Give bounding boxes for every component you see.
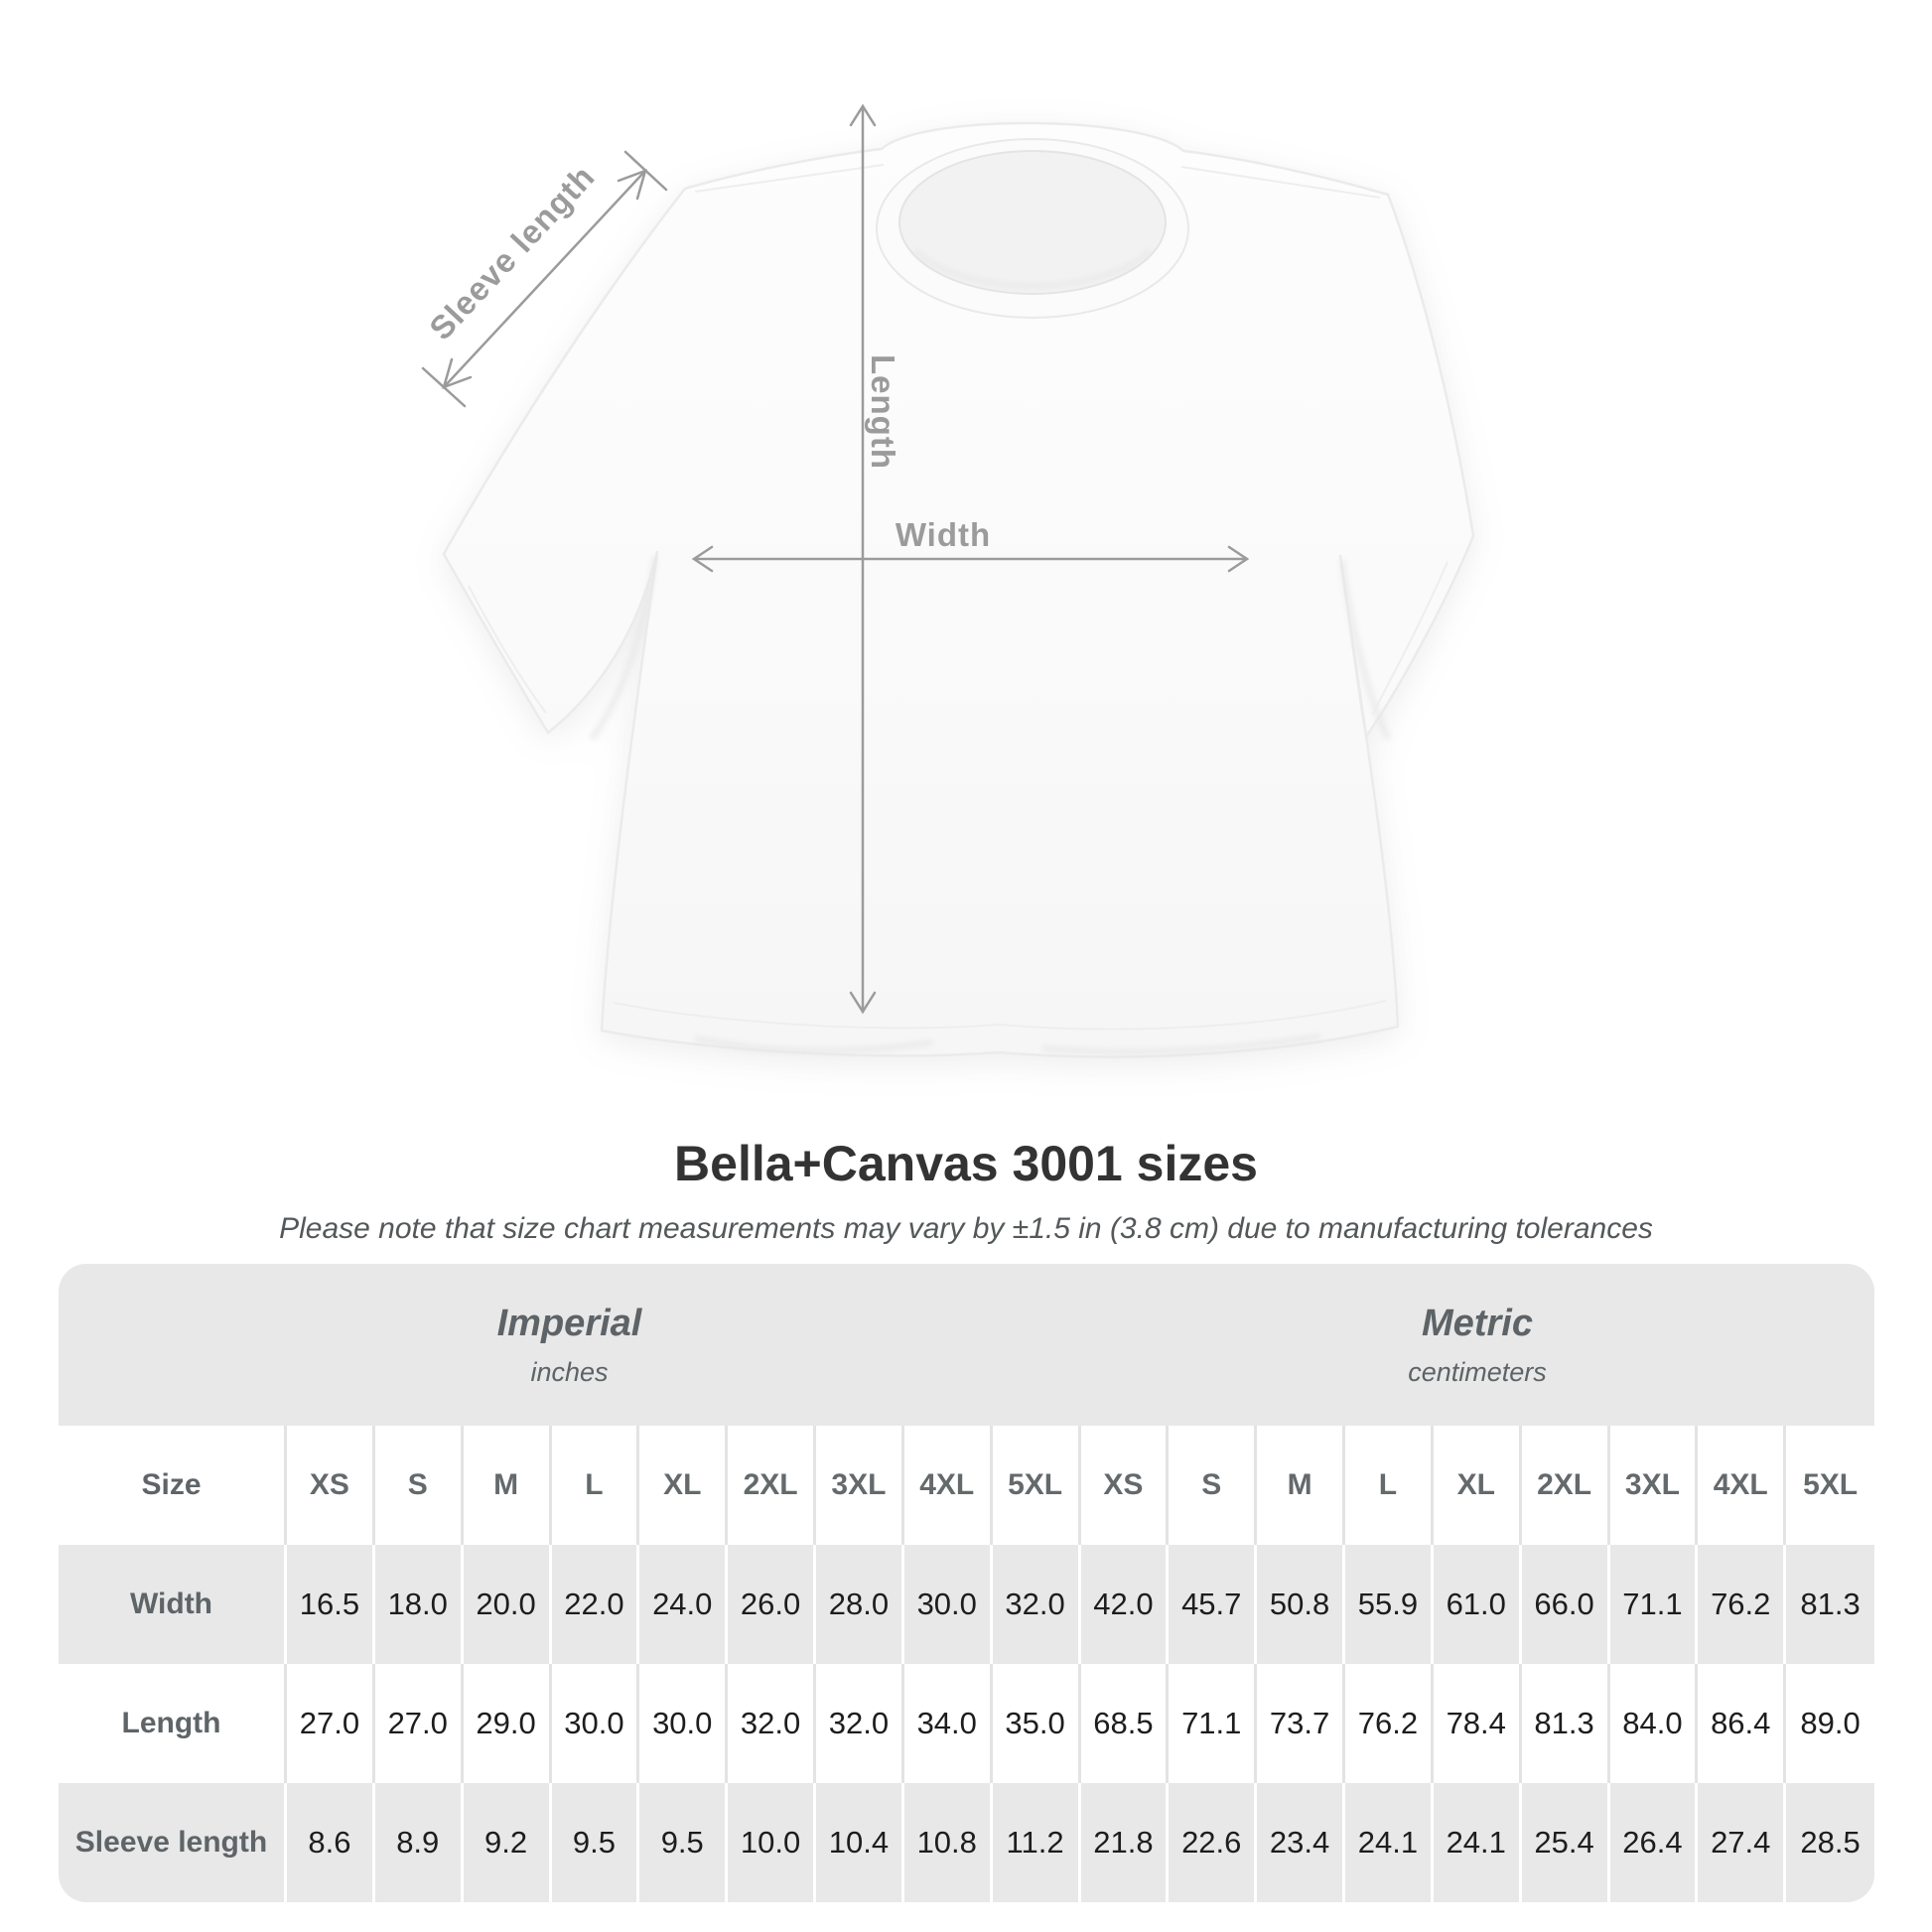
size-header: 2XL — [1522, 1426, 1610, 1545]
cell: 29.0 — [464, 1664, 552, 1783]
cell: 22.6 — [1169, 1783, 1257, 1902]
units-band — [59, 1264, 1874, 1426]
imperial-label: Imperial — [496, 1302, 642, 1344]
metric-unit: centimeters — [1408, 1356, 1547, 1387]
cell: 32.0 — [728, 1664, 816, 1783]
cell: 86.4 — [1698, 1664, 1786, 1783]
metric-label: Metric — [1422, 1302, 1533, 1344]
imperial-unit: inches — [530, 1356, 609, 1387]
cell: 61.0 — [1434, 1545, 1522, 1664]
length-label: Length — [865, 354, 901, 470]
cell: 81.3 — [1786, 1545, 1874, 1664]
size-header: M — [464, 1426, 552, 1545]
size-header: XS — [287, 1426, 375, 1545]
size-header: 3XL — [816, 1426, 904, 1545]
cell: 18.0 — [375, 1545, 464, 1664]
cell: 30.0 — [904, 1545, 993, 1664]
cell: 9.2 — [464, 1783, 552, 1902]
cell: 23.4 — [1257, 1783, 1345, 1902]
cell: 35.0 — [993, 1664, 1081, 1783]
cell: 24.0 — [639, 1545, 728, 1664]
cell: 9.5 — [552, 1783, 640, 1902]
size-header: 4XL — [904, 1426, 993, 1545]
cell: 25.4 — [1522, 1783, 1610, 1902]
page-title: Bella+Canvas 3001 sizes — [674, 1136, 1258, 1191]
size-header: L — [552, 1426, 640, 1545]
cell: 76.2 — [1345, 1664, 1434, 1783]
cell: 34.0 — [904, 1664, 993, 1783]
cell: 32.0 — [816, 1664, 904, 1783]
cell: 10.0 — [728, 1783, 816, 1902]
cell: 11.2 — [993, 1783, 1081, 1902]
sleeve-length-label: Sleeve length — [422, 157, 603, 347]
cell: 8.6 — [287, 1783, 375, 1902]
cell: 45.7 — [1169, 1545, 1257, 1664]
size-header: M — [1257, 1426, 1345, 1545]
size-header: L — [1345, 1426, 1434, 1545]
cell: 26.4 — [1610, 1783, 1699, 1902]
cell: 71.1 — [1610, 1545, 1699, 1664]
row-label: Sleeve length — [59, 1783, 287, 1902]
cell: 24.1 — [1434, 1783, 1522, 1902]
cell: 27.4 — [1698, 1783, 1786, 1902]
size-header: 5XL — [1786, 1426, 1874, 1545]
cell: 28.0 — [816, 1545, 904, 1664]
cell: 78.4 — [1434, 1664, 1522, 1783]
row-label: Width — [59, 1545, 287, 1664]
cell: 26.0 — [728, 1545, 816, 1664]
size-header: S — [375, 1426, 464, 1545]
size-header: XL — [1434, 1426, 1522, 1545]
cell: 30.0 — [552, 1664, 640, 1783]
tshirt-image — [444, 123, 1473, 1056]
tolerance-note: Please note that size chart measurements may vary by ±1.5 in (3.8 cm) due to manufacturing tolerances — [279, 1212, 1653, 1245]
size-header: 3XL — [1610, 1426, 1699, 1545]
size-header: 2XL — [728, 1426, 816, 1545]
cell: 66.0 — [1522, 1545, 1610, 1664]
cell: 76.2 — [1698, 1545, 1786, 1664]
size-header-row — [59, 1426, 1874, 1545]
cell: 10.4 — [816, 1783, 904, 1902]
cell: 27.0 — [287, 1664, 375, 1783]
width-row — [59, 1545, 1874, 1664]
cell: 55.9 — [1345, 1545, 1434, 1664]
cell: 22.0 — [552, 1545, 640, 1664]
collar — [877, 139, 1188, 318]
cell: 50.8 — [1257, 1545, 1345, 1664]
length-row — [59, 1664, 1874, 1783]
cell: 81.3 — [1522, 1664, 1610, 1783]
cell: 84.0 — [1610, 1664, 1699, 1783]
cell: 42.0 — [1081, 1545, 1170, 1664]
metric-header — [1080, 1264, 1874, 1426]
cell: 30.0 — [639, 1664, 728, 1783]
cell: 9.5 — [639, 1783, 728, 1902]
sleeve-length-row — [59, 1783, 1874, 1902]
size-table — [59, 1264, 1874, 1902]
cell: 89.0 — [1786, 1664, 1874, 1783]
imperial-header — [59, 1264, 1080, 1426]
cell: 21.8 — [1081, 1783, 1170, 1902]
cell: 16.5 — [287, 1545, 375, 1664]
cell: 10.8 — [904, 1783, 993, 1902]
width-label: Width — [895, 516, 992, 553]
cell: 71.1 — [1169, 1664, 1257, 1783]
cell: 73.7 — [1257, 1664, 1345, 1783]
size-header: XS — [1081, 1426, 1170, 1545]
cell: 28.5 — [1786, 1783, 1874, 1902]
cell: 8.9 — [375, 1783, 464, 1902]
size-header: 4XL — [1698, 1426, 1786, 1545]
size-header: XL — [639, 1426, 728, 1545]
size-column-header: Size — [59, 1426, 287, 1545]
cell: 24.1 — [1345, 1783, 1434, 1902]
row-label: Length — [59, 1664, 287, 1783]
cell: 20.0 — [464, 1545, 552, 1664]
cell: 27.0 — [375, 1664, 464, 1783]
size-header: 5XL — [993, 1426, 1081, 1545]
cell: 68.5 — [1081, 1664, 1170, 1783]
size-header: S — [1169, 1426, 1257, 1545]
cell: 32.0 — [993, 1545, 1081, 1664]
